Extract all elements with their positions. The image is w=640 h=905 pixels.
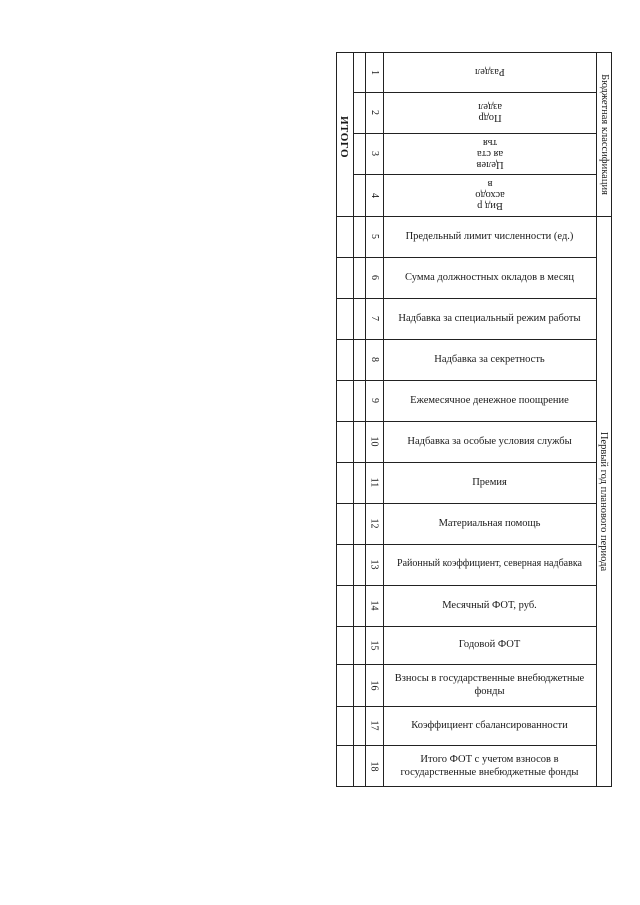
row-number: 8 [368, 357, 380, 362]
budget-column-header: Целевая статья [475, 136, 504, 171]
row-label: Районный коэффициент, северная надбавка [397, 558, 582, 570]
budget-column-header: Раздел [474, 66, 505, 78]
row-number: 16 [368, 680, 380, 690]
budget-classification-header: Бюджетная классификация [598, 73, 610, 195]
row-number: 14 [368, 600, 380, 611]
row-label: Коэффициент сбалансированности [411, 719, 568, 731]
row-number: 7 [368, 316, 380, 321]
row-number: 18 [368, 761, 380, 771]
column-number: 3 [368, 151, 380, 156]
row-label: Ежемесячное денежное поощрение [410, 394, 569, 406]
row-number: 15 [368, 640, 380, 650]
row-label: Месячный ФОТ, руб. [442, 599, 537, 611]
row-number: 10 [368, 436, 380, 447]
column-number: 4 [368, 192, 380, 198]
total-label: ИТОГО [338, 115, 351, 159]
row-label: Надбавка за специальный режим работы [398, 312, 581, 324]
budget-column-header: Подраздел [477, 101, 502, 124]
row-number: 13 [368, 559, 380, 570]
column-divider [353, 52, 354, 787]
row-number: 12 [368, 518, 380, 529]
row-number: 17 [368, 720, 380, 731]
row-label: Итого ФОТ с учетом взносов в государственные внебюджетные фонды [400, 753, 579, 778]
row-number: 5 [368, 234, 380, 239]
period-header: Первый год планового периода [598, 431, 610, 572]
row-label: Надбавка за особые условия службы [407, 435, 572, 447]
row-number: 11 [368, 477, 380, 488]
row-label: Надбавка за секретность [434, 353, 545, 365]
column-number: 1 [368, 69, 380, 75]
row-label: Годовой ФОТ [458, 639, 521, 651]
column-number: 2 [368, 110, 380, 115]
row-label: Материальная помощь [438, 517, 541, 529]
row-number: 6 [368, 275, 380, 280]
row-label: Взносы в государственные внебюджетные фонды [394, 672, 585, 697]
budget-column-header: Вид расходов [474, 178, 505, 212]
row-label: Предельный лимит численности (ед.) [405, 230, 574, 242]
row-number: 9 [368, 398, 380, 403]
row-label: Премия [472, 476, 507, 488]
row-label: Сумма должностных окладов в месяц [405, 271, 574, 283]
